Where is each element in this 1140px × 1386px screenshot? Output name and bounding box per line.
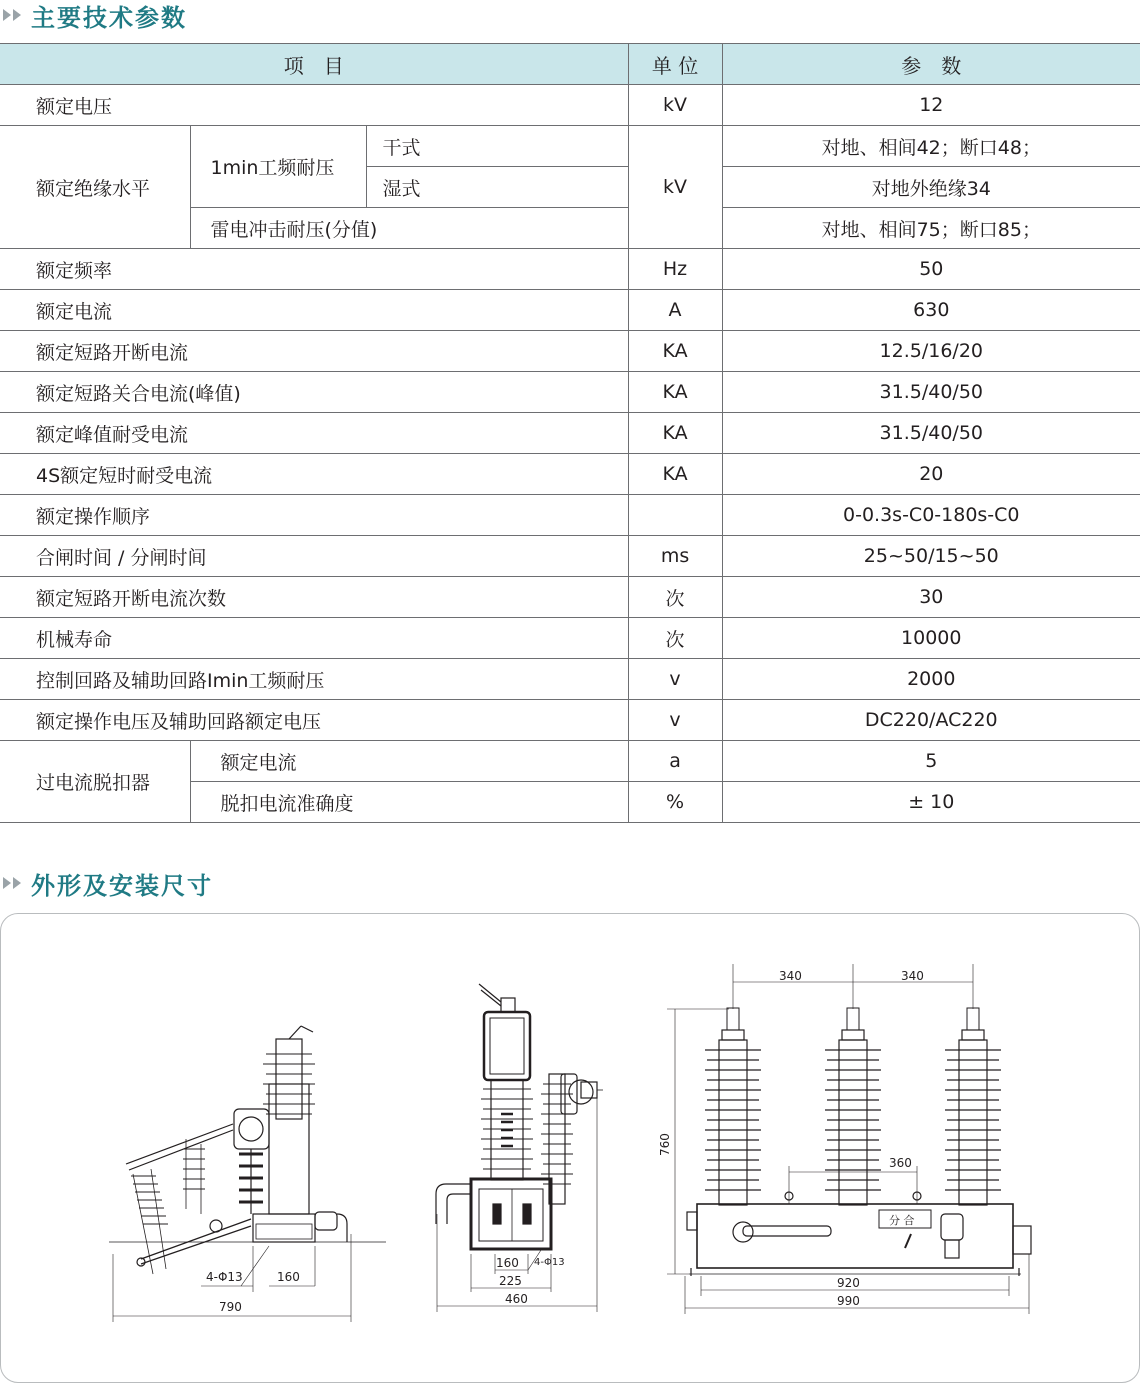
table-row — [0, 454, 1140, 495]
row-unit: a — [628, 741, 722, 782]
row-name: 额定操作顺序 — [0, 495, 628, 536]
row-subname: 干式 — [366, 126, 628, 167]
double-arrow-icon — [3, 9, 21, 21]
table-row — [0, 741, 1140, 782]
row-unit: A — [628, 290, 722, 331]
row-subname: 雷电冲击耐压(分值) — [190, 208, 628, 249]
row-value: 31.5/40/50 — [722, 413, 1140, 454]
side-160-label: 160 — [277, 1270, 300, 1284]
table-row — [0, 126, 1140, 167]
row-unit — [628, 495, 722, 536]
row-value: 25~50/15~50 — [722, 536, 1140, 577]
row-unit: KA — [628, 413, 722, 454]
three-760-label: 760 — [658, 1133, 672, 1156]
table-row — [0, 659, 1140, 700]
row-value: 2000 — [722, 659, 1140, 700]
section-title-dimensions: 外形及安装尺寸 — [31, 871, 213, 900]
spec-table — [0, 43, 1140, 823]
table-row — [0, 331, 1140, 372]
row-value: 630 — [722, 290, 1140, 331]
row-value: 50 — [722, 249, 1140, 290]
table-row — [0, 249, 1140, 290]
row-name: 额定峰值耐受电流 — [0, 413, 628, 454]
table-row — [0, 85, 1140, 126]
row-name: 过电流脱扣器 — [0, 741, 190, 823]
row-name: 合闸时间 / 分闸时间 — [0, 536, 628, 577]
header-unit: 单 位 — [628, 44, 722, 85]
row-value: 20 — [722, 454, 1140, 495]
side-790-label: 790 — [219, 1300, 242, 1314]
header-value: 参 数 — [722, 44, 1140, 85]
row-value: 31.5/40/50 — [722, 372, 1140, 413]
row-name: 控制回路及辅助回路Imin工频耐压 — [0, 659, 628, 700]
row-name: 4S额定短时耐受电流 — [0, 454, 628, 495]
three-340b-label: 340 — [901, 969, 924, 983]
three-switch-label: 分 合 — [889, 1214, 915, 1227]
row-subname: 湿式 — [366, 167, 628, 208]
row-name: 额定短路开断电流次数 — [0, 577, 628, 618]
row-value: 5 — [722, 741, 1140, 782]
row-value: 12 — [722, 85, 1140, 126]
row-name: 额定频率 — [0, 249, 628, 290]
row-value: 12.5/16/20 — [722, 331, 1140, 372]
dimension-drawings-panel — [0, 913, 1140, 1383]
table-row — [0, 577, 1140, 618]
row-subname: 脱扣电流准确度 — [190, 782, 628, 823]
side-holes-label: 4-Φ13 — [206, 1270, 243, 1284]
front-460-label: 460 — [505, 1292, 528, 1306]
side-view-drawing — [109, 1026, 386, 1322]
table-row — [0, 290, 1140, 331]
header-item: 项 目 — [0, 44, 628, 85]
row-unit: kV — [628, 126, 722, 249]
section-title-specs: 主要技术参数 — [31, 3, 187, 32]
row-name: 额定操作电压及辅助回路额定电压 — [0, 700, 628, 741]
section-header-dimensions — [0, 868, 213, 898]
row-name: 额定短路开断电流 — [0, 331, 628, 372]
row-name: 额定电压 — [0, 85, 628, 126]
table-row — [0, 413, 1140, 454]
three-920-label: 920 — [837, 1276, 860, 1290]
row-unit: kV — [628, 85, 722, 126]
section-header-specs — [0, 0, 187, 30]
table-row — [0, 536, 1140, 577]
front-225-label: 225 — [499, 1274, 522, 1288]
three-340a-label: 340 — [779, 969, 802, 983]
row-subname: 1min工频耐压 — [190, 126, 366, 208]
table-row — [0, 495, 1140, 536]
row-unit: v — [628, 700, 722, 741]
three-360-label: 360 — [889, 1156, 912, 1170]
row-name: 机械寿命 — [0, 618, 628, 659]
row-unit: % — [628, 782, 722, 823]
row-unit: 次 — [628, 577, 722, 618]
row-value: 10000 — [722, 618, 1140, 659]
row-name: 额定电流 — [0, 290, 628, 331]
row-value: 对地、相间42；断口48； — [722, 126, 1140, 167]
front-view-drawing — [436, 984, 603, 1312]
row-unit: KA — [628, 372, 722, 413]
row-subname: 额定电流 — [190, 741, 628, 782]
row-value: 0-0.3s-C0-180s-C0 — [722, 495, 1140, 536]
row-unit: 次 — [628, 618, 722, 659]
row-value: DC220/AC220 — [722, 700, 1140, 741]
row-name: 额定绝缘水平 — [0, 126, 190, 249]
row-value: ± 10 — [722, 782, 1140, 823]
row-value: 对地、相间75；断口85； — [722, 208, 1140, 249]
row-unit: KA — [628, 454, 722, 495]
row-unit: ms — [628, 536, 722, 577]
table-row — [0, 372, 1140, 413]
dimension-drawings — [1, 914, 1139, 1382]
row-value: 对地外绝缘34 — [722, 167, 1140, 208]
row-value: 30 — [722, 577, 1140, 618]
front-160-label: 160 — [496, 1256, 519, 1270]
three-phase-drawing — [658, 964, 1031, 1314]
three-990-label: 990 — [837, 1294, 860, 1308]
row-name: 额定短路关合电流(峰值) — [0, 372, 628, 413]
row-unit: KA — [628, 331, 722, 372]
row-unit: v — [628, 659, 722, 700]
double-arrow-icon — [3, 877, 21, 889]
table-header-row — [0, 44, 1140, 85]
table-row — [0, 618, 1140, 659]
table-row — [0, 700, 1140, 741]
front-holes-label: 4-Φ13 — [534, 1257, 565, 1268]
row-unit: Hz — [628, 249, 722, 290]
